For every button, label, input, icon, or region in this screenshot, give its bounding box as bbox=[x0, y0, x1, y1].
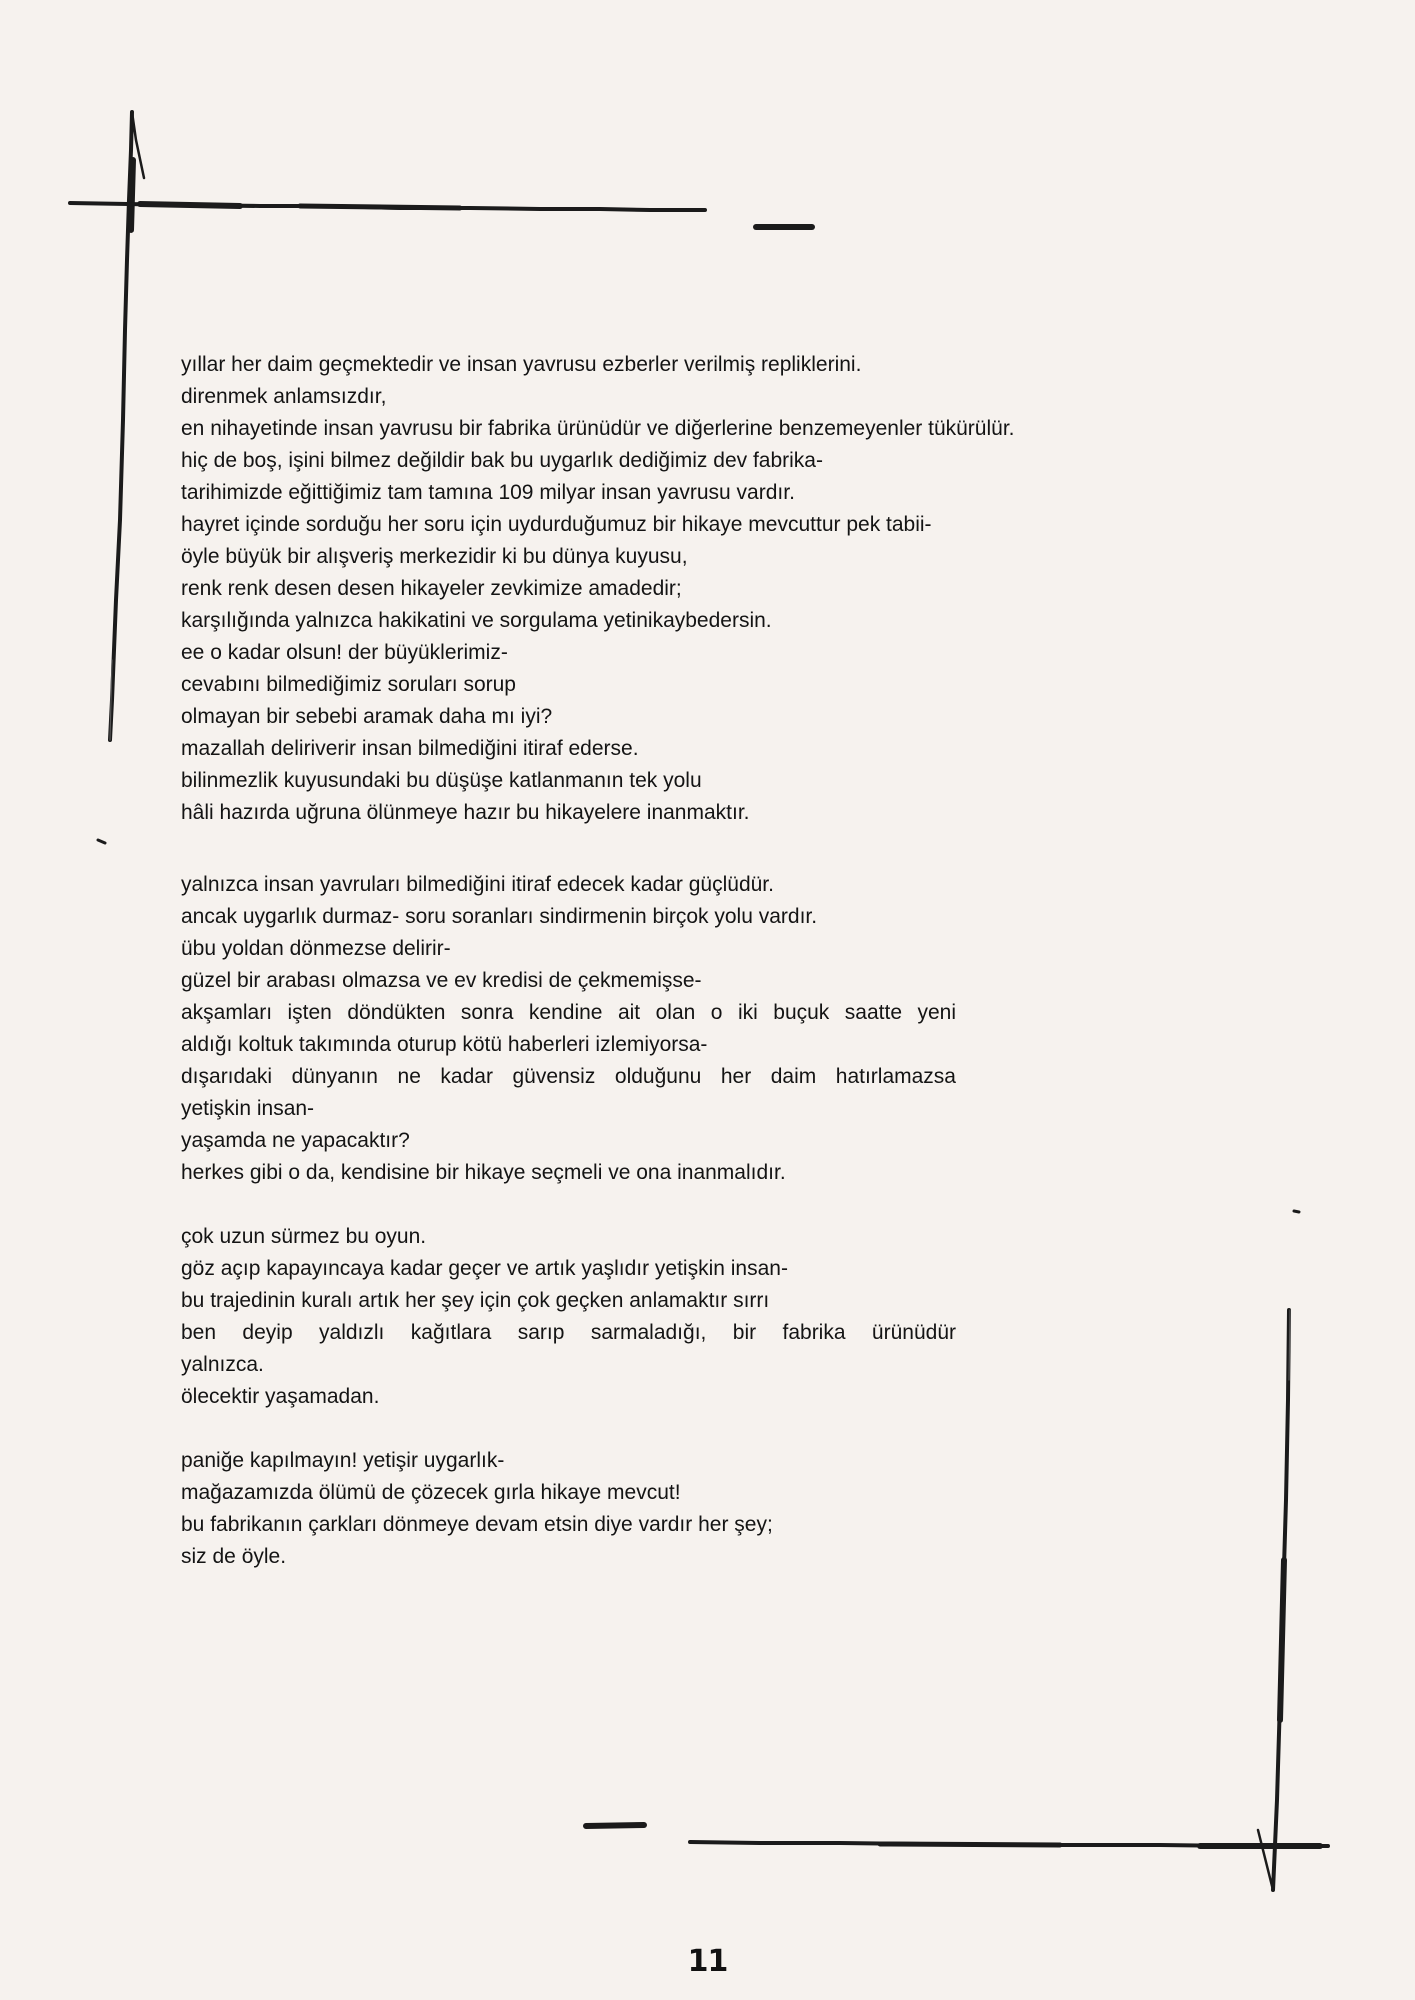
brush-stroke-bottom-horizontal bbox=[690, 1842, 1328, 1846]
poem-line: direnmek anlamsızdır, bbox=[181, 385, 387, 408]
poem-line: hayret içinde sorduğu her soru için uydurduğumuz bir hikaye mevcuttur pek tabii- bbox=[181, 513, 932, 536]
brush-stroke-bottom-right-vertical bbox=[1273, 1310, 1289, 1890]
poem-line: ben deyip yaldızlı kağıtlara sarıp sarmaladığı, bir fabrika ürünüdür bbox=[181, 1321, 956, 1344]
poem-line: ölecektir yaşamadan. bbox=[181, 1385, 380, 1408]
poem-line: mağazamızda ölümü de çözecek gırla hikaye mevcut! bbox=[181, 1481, 681, 1504]
poem-line: öyle büyük bir alışveriş merkezidir ki bu dünya kuyusu, bbox=[181, 545, 688, 568]
poem-line: renk renk desen desen hikayeler zevkimize amadedir; bbox=[181, 577, 682, 600]
poem-line: hâli hazırda uğruna ölünmeye hazır bu hikayelere inanmaktır. bbox=[181, 801, 750, 824]
poem-line: aldığı koltuk takımında oturup kötü haberleri izlemiyorsa- bbox=[181, 1033, 708, 1056]
poem-line: siz de öyle. bbox=[181, 1545, 287, 1568]
poem-line: karşılığında yalnızca hakikatini ve sorgulama yetinikaybedersin. bbox=[181, 609, 772, 632]
poem-line: göz açıp kapayıncaya kadar geçer ve artık yaşlıdır yetişkin insan- bbox=[181, 1257, 788, 1280]
poem-line: ee o kadar olsun! der büyüklerimiz- bbox=[181, 641, 508, 664]
poem-line: yıllar her daim geçmektedir ve insan yavrusu ezberler verilmiş repliklerini. bbox=[181, 353, 862, 376]
poem-line: bu fabrikanın çarkları dönmeye devam etsin diye vardır her şey; bbox=[181, 1513, 773, 1536]
poem-line: olmayan bir sebebi aramak daha mı iyi? bbox=[181, 705, 553, 728]
stanza-1 bbox=[181, 349, 1201, 829]
poem-line: çok uzun sürmez bu oyun. bbox=[181, 1225, 427, 1248]
stanza-4 bbox=[181, 1445, 1201, 1573]
stanza-3 bbox=[181, 1221, 1201, 1413]
poem-line: paniğe kapılmayın! yetişir uygarlık- bbox=[181, 1449, 505, 1472]
brush-tick-right bbox=[1294, 1211, 1299, 1212]
poem-line: übu yoldan dönmezse delirir- bbox=[181, 937, 451, 960]
stanza-2 bbox=[181, 869, 1201, 1189]
poem-line: yetişkin insan- bbox=[181, 1097, 315, 1120]
brush-arrow-bottom-right bbox=[1258, 1830, 1273, 1890]
poem-line: yaşamda ne yapacaktır? bbox=[181, 1129, 410, 1152]
poem-line: cevabını bilmediğimiz soruları sorup bbox=[181, 673, 516, 696]
poem-line: dışarıdaki dünyanın ne kadar güvensiz olduğunu her daim hatırlamazsa bbox=[181, 1065, 956, 1088]
poem-line: ancak uygarlık durmaz- soru soranları sindirmenin birçok yolu vardır. bbox=[181, 905, 818, 928]
poem-line: herkes gibi o da, kendisine bir hikaye seçmeli ve ona inanmalıdır. bbox=[181, 1161, 786, 1184]
poem-line: mazallah deliriverir insan bilmediğini itiraf ederse. bbox=[181, 737, 639, 760]
poem-line: güzel bir arabası olmazsa ve ev kredisi de çekmemişse- bbox=[181, 969, 702, 992]
brush-tick-left bbox=[98, 840, 105, 843]
poem-line: yalnızca insan yavruları bilmediğini itiraf edecek kadar güçlüdür. bbox=[181, 873, 774, 896]
brush-stroke-top-left-vertical bbox=[110, 112, 132, 740]
page-number: 11 bbox=[687, 1944, 728, 1979]
poem-body bbox=[181, 349, 1201, 1573]
poem-line: bu trajedinin kuralı artık her şey için çok geçken anlamaktır sırrı bbox=[181, 1289, 770, 1312]
brush-arrow-top-left bbox=[132, 112, 144, 178]
brush-stroke-top-horizontal bbox=[70, 203, 705, 210]
poem-line: yalnızca. bbox=[181, 1353, 264, 1376]
poem-line: tarihimizde eğittiğimiz tam tamına 109 milyar insan yavrusu vardır. bbox=[181, 481, 795, 504]
poem-line: bilinmezlik kuyusundaki bu düşüşe katlanmanın tek yolu bbox=[181, 769, 702, 792]
brush-dash-bottom bbox=[586, 1825, 644, 1826]
poem-line: en nihayetinde insan yavrusu bir fabrika ürünüdür ve diğerlerine benzemeyenler tükürülür. bbox=[181, 417, 1015, 440]
poem-line: akşamları işten döndükten sonra kendine ait olan o iki buçuk saatte yeni bbox=[181, 1001, 956, 1024]
poem-line: hiç de boş, işini bilmez değildir bak bu uygarlık dediğimiz dev fabrika- bbox=[181, 449, 823, 472]
